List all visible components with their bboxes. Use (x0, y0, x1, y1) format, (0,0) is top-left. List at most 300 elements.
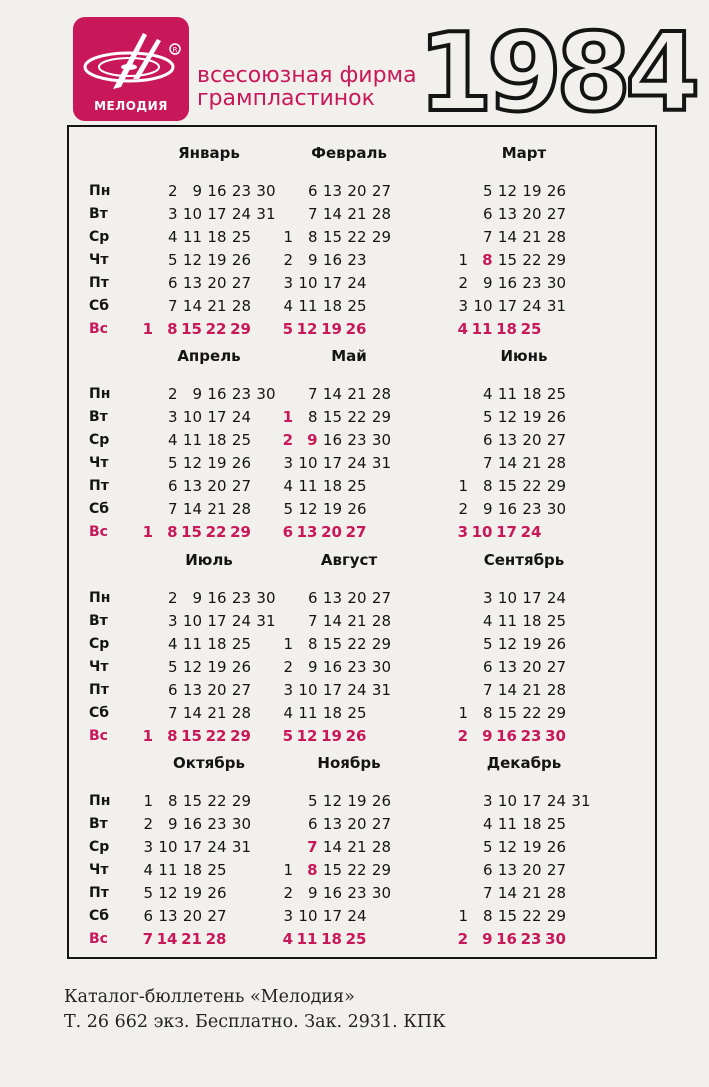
day-cell: 9 (167, 815, 178, 833)
day-cell: 26 (546, 635, 566, 653)
day-cell: 13 (182, 274, 202, 292)
day-cell: 25 (347, 297, 367, 315)
day-cell: 11 (182, 431, 202, 449)
day-cell: 13 (296, 523, 318, 541)
day-cell: 17 (207, 408, 227, 426)
month-4 (69, 335, 276, 541)
day-cell: 3 (457, 523, 468, 541)
day-cell: 14 (497, 454, 517, 472)
day-cell: 31 (371, 681, 391, 699)
day-cell: 12 (298, 500, 318, 518)
day-cell: 23 (347, 658, 367, 676)
weekday-label: Ср (89, 839, 110, 855)
day-cell: 28 (546, 228, 566, 246)
day-cell: 11 (497, 385, 517, 403)
weekday-label: Пн (89, 183, 111, 199)
day-cell: 2 (143, 815, 153, 833)
day-cell: 7 (307, 205, 318, 223)
day-cell: 23 (522, 500, 542, 518)
month-name: Сентябрь (483, 551, 565, 569)
day-cell: 3 (283, 274, 293, 292)
day-cell: 6 (167, 274, 178, 292)
day-cell: 15 (182, 792, 202, 810)
month-8 (249, 539, 439, 745)
day-cell: 3 (167, 612, 178, 630)
day-cell: 25 (546, 385, 566, 403)
day-cell: 29 (371, 635, 391, 653)
day-cell: 17 (496, 523, 517, 541)
month-name: Март (501, 144, 547, 162)
day-cell: 17 (322, 907, 342, 925)
day-cell: 11 (182, 635, 202, 653)
day-cell: 9 (482, 500, 493, 518)
day-cell: 2 (458, 500, 468, 518)
day-cell: 31 (256, 612, 276, 630)
day-cell: 8 (307, 861, 318, 879)
day-cell: 6 (143, 907, 153, 925)
day-cell: 25 (546, 612, 566, 630)
month-3 (424, 132, 624, 338)
day-cell: 25 (231, 635, 251, 653)
day-cell: 5 (282, 320, 293, 338)
day-cell: 19 (347, 792, 367, 810)
day-cell: 22 (347, 228, 367, 246)
day-cell: 28 (371, 612, 391, 630)
day-cell: 22 (205, 320, 227, 338)
day-cell: 1 (458, 477, 468, 495)
weekday-label: Пт (89, 682, 109, 698)
day-cell: 28 (546, 681, 566, 699)
day-cell: 14 (322, 612, 342, 630)
month-name: Июнь (500, 347, 548, 365)
day-cell: 1 (458, 907, 468, 925)
day-cell: 11 (158, 861, 178, 879)
day-cell: 31 (546, 297, 566, 315)
day-cell: 21 (347, 385, 367, 403)
day-cell: 25 (231, 228, 251, 246)
day-cell: 24 (347, 907, 367, 925)
calendar-frame (67, 125, 657, 959)
weekday-label: Пт (89, 275, 109, 291)
day-cell: 4 (283, 704, 293, 722)
day-cell: 21 (347, 612, 367, 630)
day-cell: 13 (497, 861, 517, 879)
day-cell: 20 (182, 907, 202, 925)
day-cell: 18 (322, 297, 342, 315)
day-cell: 18 (207, 431, 227, 449)
month-11 (249, 742, 439, 948)
day-cell: 17 (522, 792, 542, 810)
month-7 (69, 539, 276, 745)
day-cell: 19 (321, 727, 342, 745)
day-cell: 10 (473, 297, 493, 315)
day-cell: 14 (182, 297, 202, 315)
day-cell: 7 (167, 704, 178, 722)
day-cell: 1 (283, 228, 293, 246)
day-cell: 17 (207, 205, 227, 223)
day-cell: 18 (182, 861, 202, 879)
day-cell: 7 (482, 681, 493, 699)
day-cell: 11 (296, 930, 318, 948)
day-cell: 20 (207, 681, 227, 699)
day-cell: 11 (471, 320, 493, 338)
day-cell: 21 (347, 838, 367, 856)
day-cell: 21 (347, 205, 367, 223)
day-cell: 18 (207, 635, 227, 653)
month-name: Июль (185, 551, 233, 569)
day-cell: 19 (207, 658, 227, 676)
day-cell: 7 (482, 228, 493, 246)
day-cell: 20 (522, 205, 542, 223)
day-cell: 22 (522, 477, 542, 495)
day-cell: 12 (182, 251, 202, 269)
day-cell: 6 (482, 431, 493, 449)
day-cell: 28 (546, 454, 566, 472)
day-cell: 27 (371, 815, 391, 833)
day-cell: 7 (167, 500, 178, 518)
day-cell: 12 (296, 727, 318, 745)
day-cell: 2 (167, 182, 178, 200)
day-cell: 26 (371, 792, 391, 810)
day-cell: 5 (143, 884, 153, 902)
day-cell: 13 (497, 658, 517, 676)
day-cell: 29 (231, 792, 251, 810)
day-cell: 22 (522, 704, 542, 722)
weekday-label: Вс (89, 524, 108, 540)
day-cell: 1 (283, 861, 293, 879)
day-cell: 19 (522, 635, 542, 653)
weekday-label: Сб (89, 908, 110, 924)
day-cell: 12 (497, 635, 517, 653)
day-cell: 21 (522, 681, 542, 699)
day-cell: 27 (371, 589, 391, 607)
footer (64, 985, 446, 1035)
day-cell: 11 (298, 477, 318, 495)
day-cell: 16 (322, 658, 342, 676)
day-cell: 15 (497, 704, 517, 722)
day-cell: 23 (231, 385, 251, 403)
day-cell: 5 (167, 658, 178, 676)
day-cell: 10 (182, 408, 202, 426)
day-cell: 1 (142, 523, 153, 541)
day-cell: 8 (167, 320, 178, 338)
month-10 (69, 742, 264, 948)
day-cell: 31 (571, 792, 591, 810)
day-cell: 16 (322, 251, 342, 269)
weekday-label: Сб (89, 501, 110, 517)
weekday-label: Вт (89, 409, 108, 425)
day-cell: 8 (167, 727, 178, 745)
day-cell: 19 (182, 884, 202, 902)
weekday-label: Пн (89, 793, 111, 809)
day-cell: 22 (522, 251, 542, 269)
day-cell: 8 (482, 477, 493, 495)
day-cell: 28 (231, 500, 251, 518)
day-cell: 9 (482, 930, 493, 948)
day-cell: 2 (457, 727, 468, 745)
day-cell: 16 (207, 589, 227, 607)
day-cell: 6 (307, 182, 318, 200)
day-cell: 31 (371, 454, 391, 472)
day-cell: 3 (167, 205, 178, 223)
day-cell: 14 (322, 205, 342, 223)
day-cell: 26 (546, 182, 566, 200)
day-cell: 1 (458, 704, 468, 722)
day-cell: 4 (482, 815, 493, 833)
day-cell: 27 (207, 907, 227, 925)
day-cell: 21 (522, 228, 542, 246)
day-cell: 22 (347, 635, 367, 653)
day-cell: 28 (371, 205, 391, 223)
day-cell: 30 (371, 658, 391, 676)
day-cell: 26 (546, 408, 566, 426)
weekday-label: Вс (89, 728, 108, 744)
day-cell: 28 (546, 884, 566, 902)
day-cell: 16 (496, 727, 517, 745)
month-name: Апрель (177, 347, 241, 365)
day-cell: 15 (181, 320, 202, 338)
day-cell: 2 (458, 274, 468, 292)
day-cell: 18 (322, 704, 342, 722)
day-cell: 29 (546, 704, 566, 722)
day-cell: 14 (156, 930, 178, 948)
day-cell: 13 (158, 907, 178, 925)
weekday-label: Пн (89, 386, 111, 402)
weekday-label: Чт (89, 455, 109, 471)
day-cell: 24 (520, 523, 542, 541)
day-cell: 10 (158, 838, 178, 856)
day-cell: 14 (497, 228, 517, 246)
day-cell: 10 (182, 612, 202, 630)
weekday-label: Ср (89, 636, 110, 652)
day-cell: 1 (142, 320, 153, 338)
day-cell: 27 (231, 477, 251, 495)
weekday-label: Вс (89, 931, 108, 947)
weekday-label: Пт (89, 478, 109, 494)
day-cell: 24 (546, 589, 566, 607)
melodiya-logo (73, 17, 189, 121)
day-cell: 19 (322, 500, 342, 518)
day-cell: 6 (167, 477, 178, 495)
day-cell: 6 (167, 681, 178, 699)
day-cell: 30 (256, 385, 276, 403)
day-cell: 26 (345, 320, 367, 338)
day-cell: 1 (283, 635, 293, 653)
day-cell: 27 (345, 523, 367, 541)
month-name: Январь (178, 144, 240, 162)
day-cell: 4 (143, 861, 153, 879)
day-cell: 20 (522, 861, 542, 879)
day-cell: 3 (283, 454, 293, 472)
day-cell: 29 (371, 861, 391, 879)
day-cell: 20 (522, 431, 542, 449)
day-cell: 7 (307, 838, 318, 856)
day-cell: 23 (347, 884, 367, 902)
day-cell: 8 (307, 408, 318, 426)
day-cell: 29 (230, 727, 251, 745)
day-cell: 2 (167, 385, 178, 403)
day-cell: 24 (522, 297, 542, 315)
footer-line-1: Каталог-бюллетень «Мелодия» (64, 987, 355, 1007)
svg-text:R: R (172, 46, 178, 54)
weekday-label: Пт (89, 885, 109, 901)
day-cell: 27 (546, 205, 566, 223)
weekday-label: Сб (89, 705, 110, 721)
day-cell: 5 (307, 792, 318, 810)
weekday-label: Чт (89, 252, 109, 268)
day-cell: 16 (497, 500, 517, 518)
day-cell: 24 (546, 792, 566, 810)
day-cell: 13 (182, 477, 202, 495)
day-cell: 25 (347, 477, 367, 495)
day-cell: 10 (471, 523, 493, 541)
day-cell: 15 (322, 861, 342, 879)
day-cell: 5 (482, 408, 493, 426)
day-cell: 18 (522, 815, 542, 833)
day-cell: 29 (371, 408, 391, 426)
day-cell: 2 (283, 658, 293, 676)
day-cell: 21 (522, 884, 542, 902)
month-5 (249, 335, 439, 541)
year-title (417, 11, 695, 136)
day-cell: 29 (546, 251, 566, 269)
day-cell: 22 (207, 792, 227, 810)
day-cell: 25 (207, 861, 227, 879)
day-cell: 3 (482, 792, 493, 810)
weekday-label: Сб (89, 298, 110, 314)
day-cell: 15 (322, 228, 342, 246)
firm-line-2: грампластинок (197, 86, 375, 111)
day-cell: 30 (371, 431, 391, 449)
day-cell: 4 (482, 612, 493, 630)
day-cell: 5 (283, 500, 293, 518)
day-cell: 29 (371, 228, 391, 246)
day-cell: 27 (546, 431, 566, 449)
day-cell: 1 (142, 727, 153, 745)
day-cell: 25 (347, 704, 367, 722)
day-cell: 30 (545, 727, 566, 745)
weekday-label: Ср (89, 229, 110, 245)
day-cell: 14 (497, 884, 517, 902)
day-cell: 18 (522, 612, 542, 630)
day-cell: 5 (282, 727, 293, 745)
day-cell: 28 (231, 297, 251, 315)
day-cell: 9 (192, 182, 202, 200)
weekday-label: Вт (89, 816, 108, 832)
day-cell: 4 (167, 228, 178, 246)
day-cell: 10 (497, 589, 517, 607)
day-cell: 22 (522, 907, 542, 925)
day-cell: 8 (307, 228, 318, 246)
month-name: Февраль (311, 144, 387, 162)
day-cell: 24 (207, 838, 227, 856)
day-cell: 29 (546, 477, 566, 495)
day-cell: 19 (522, 408, 542, 426)
weekday-label: Чт (89, 862, 109, 878)
day-cell: 14 (322, 838, 342, 856)
day-cell: 2 (167, 589, 178, 607)
day-cell: 13 (322, 589, 342, 607)
day-cell: 12 (497, 182, 517, 200)
day-cell: 30 (546, 274, 566, 292)
day-cell: 24 (347, 454, 367, 472)
day-cell: 6 (482, 205, 493, 223)
day-cell: 16 (182, 815, 202, 833)
weekday-label: Вт (89, 206, 108, 222)
day-cell: 8 (167, 792, 178, 810)
day-cell: 17 (322, 274, 342, 292)
day-cell: 10 (182, 205, 202, 223)
day-cell: 28 (371, 838, 391, 856)
day-cell: 5 (167, 454, 178, 472)
day-cell: 19 (522, 182, 542, 200)
day-cell: 14 (497, 681, 517, 699)
day-cell: 11 (298, 704, 318, 722)
day-cell: 4 (482, 385, 493, 403)
day-cell: 16 (497, 274, 517, 292)
day-cell: 28 (205, 930, 227, 948)
day-cell: 26 (546, 838, 566, 856)
day-cell: 15 (322, 408, 342, 426)
day-cell: 9 (192, 385, 202, 403)
day-cell: 13 (497, 205, 517, 223)
footer-line-2: Т. 26 662 экз. Бесплатно. Зак. 2931. КПК (64, 1012, 446, 1032)
day-cell: 17 (182, 838, 202, 856)
day-cell: 29 (546, 907, 566, 925)
day-cell: 25 (520, 320, 542, 338)
day-cell: 10 (298, 274, 318, 292)
day-cell: 29 (230, 523, 251, 541)
day-cell: 10 (298, 907, 318, 925)
month-2 (249, 132, 439, 338)
day-cell: 24 (347, 274, 367, 292)
day-cell: 27 (231, 681, 251, 699)
day-cell: 27 (231, 274, 251, 292)
day-cell: 22 (347, 861, 367, 879)
day-cell: 30 (231, 815, 251, 833)
day-cell: 12 (296, 320, 318, 338)
month-6 (424, 335, 624, 541)
day-cell: 28 (231, 704, 251, 722)
day-cell: 12 (497, 408, 517, 426)
day-cell: 17 (322, 454, 342, 472)
month-name: Декабрь (486, 754, 562, 772)
day-cell: 6 (282, 523, 293, 541)
day-cell: 5 (167, 251, 178, 269)
day-cell: 24 (231, 408, 251, 426)
day-cell: 26 (345, 727, 367, 745)
day-cell: 2 (457, 930, 468, 948)
day-cell: 26 (207, 884, 227, 902)
day-cell: 6 (482, 658, 493, 676)
day-cell: 2 (283, 884, 293, 902)
day-cell: 15 (497, 907, 517, 925)
day-cell: 21 (207, 704, 227, 722)
day-cell: 4 (167, 431, 178, 449)
day-cell: 22 (347, 408, 367, 426)
day-cell: 12 (322, 792, 342, 810)
day-cell: 20 (347, 589, 367, 607)
day-cell: 24 (231, 205, 251, 223)
day-cell: 5 (482, 635, 493, 653)
day-cell: 6 (482, 861, 493, 879)
day-cell: 15 (322, 635, 342, 653)
day-cell: 10 (497, 792, 517, 810)
day-cell: 23 (520, 727, 542, 745)
day-cell: 10 (298, 454, 318, 472)
weekday-label: Пн (89, 590, 111, 606)
day-cell: 15 (497, 477, 517, 495)
